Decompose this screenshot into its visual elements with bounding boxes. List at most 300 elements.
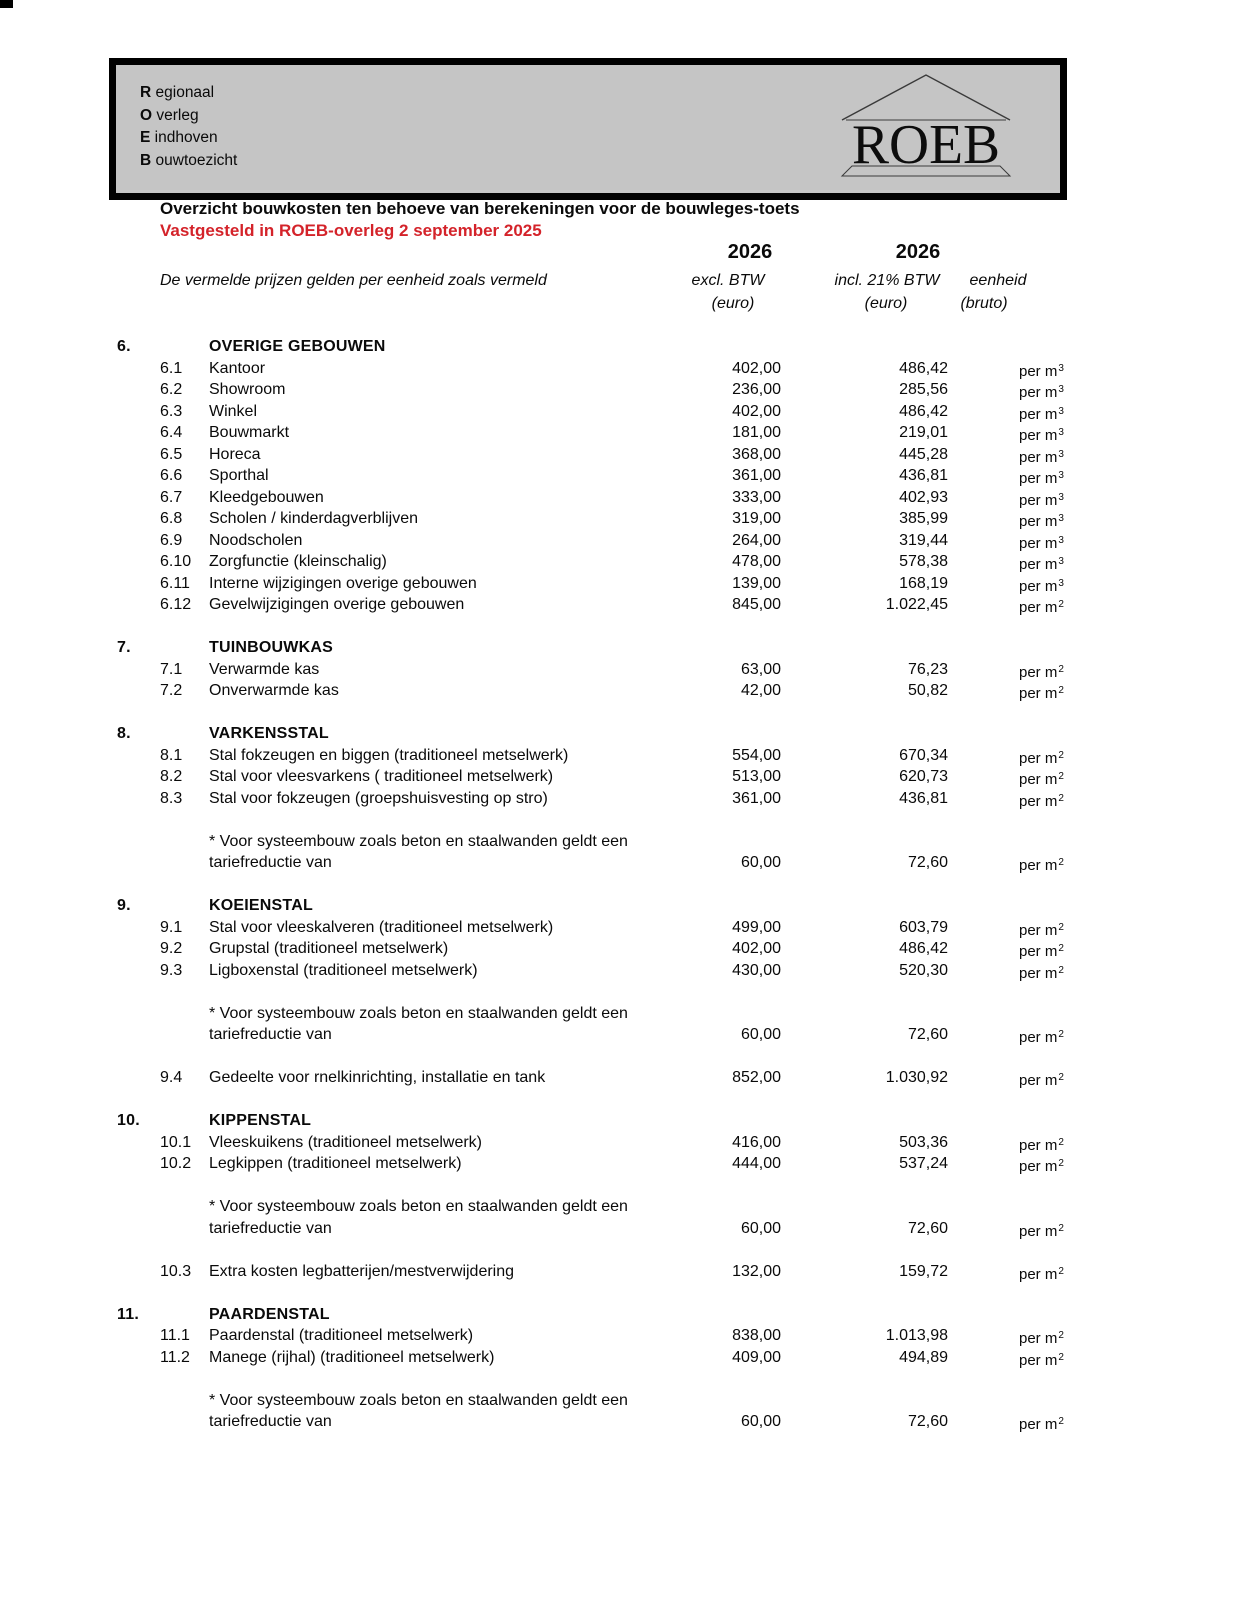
unit-superscript: 3	[1058, 427, 1064, 438]
row-code: 10.2	[160, 1155, 192, 1172]
spacer-row	[117, 1368, 1077, 1390]
unit-cell: per $m^2$	[1019, 943, 1064, 960]
spacer-row	[117, 809, 1077, 831]
row-code: 10.3	[160, 1262, 192, 1280]
section-number: 7.	[117, 639, 131, 656]
row-code: 7.1	[160, 660, 183, 678]
empty-cell	[117, 530, 160, 552]
empty-cell	[781, 1196, 948, 1218]
price-excl-btw: 499,00	[732, 918, 781, 936]
unit-cell: per $m^2$	[1019, 749, 1064, 767]
empty-cell	[948, 1110, 1077, 1132]
table-row	[117, 788, 1077, 810]
row-code: 6.4	[160, 424, 183, 441]
row-label: Interne wijzigingen overige gebouwen	[209, 574, 477, 592]
empty-cell	[948, 637, 1077, 659]
spacer-row	[117, 1282, 1077, 1304]
price-excl-btw: 478,00	[732, 553, 781, 570]
price-incl-btw: 537,24	[899, 1155, 948, 1172]
unit-cell: per $m^3$	[1019, 405, 1064, 423]
price-incl-btw: 486,42	[899, 940, 948, 957]
table-row	[117, 379, 1077, 401]
note-row	[117, 1196, 1077, 1218]
price-incl-btw: 603,79	[899, 918, 948, 936]
unit-superscript: 2	[1058, 599, 1064, 610]
empty-cell	[117, 745, 160, 767]
price-excl-btw: 513,00	[732, 768, 781, 785]
table-row	[117, 594, 1077, 616]
row-label: Ligboxenstal (traditioneel metselwerk)	[209, 961, 478, 979]
price-incl-btw: 520,30	[899, 961, 948, 979]
unit-cell: per $m^3$	[1019, 491, 1064, 509]
note-line-1: * Voor systeembouw zoals beton en staalwanden geldt een	[209, 832, 628, 850]
price-incl-btw: 503,36	[899, 1133, 948, 1151]
row-label: Onverwarmde kas	[209, 682, 339, 699]
unit-superscript: 2	[1058, 1222, 1064, 1234]
empty-cell	[781, 637, 948, 659]
table-row	[117, 766, 1077, 788]
table-row	[117, 1325, 1077, 1347]
price-excl-btw: 402,00	[732, 359, 781, 377]
price-excl-btw: 368,00	[732, 445, 781, 463]
empty-cell	[781, 336, 948, 358]
note-row	[117, 1390, 1077, 1412]
col-header-incl-btw: incl. 21% BTW	[834, 272, 940, 289]
price-excl-btw: 264,00	[732, 531, 781, 549]
price-excl-btw: 63,00	[740, 660, 781, 678]
unit-superscript: 2	[1058, 964, 1064, 976]
empty-cell	[117, 938, 160, 960]
empty-cell	[117, 551, 160, 573]
table-row	[117, 680, 1077, 702]
unit-superscript: 2	[1058, 857, 1064, 868]
spacer-row	[117, 874, 1077, 896]
empty-cell	[117, 401, 160, 423]
row-code: 6.5	[160, 445, 183, 463]
section-title: OVERIGE GEBOUWEN	[209, 338, 386, 355]
empty-cell	[117, 594, 160, 616]
row-label: Grupstal (traditioneel metselwerk)	[209, 940, 449, 957]
roeb-logo-icon	[836, 70, 1016, 182]
empty-cell	[117, 766, 160, 788]
price-incl-btw: 1.013,98	[885, 1327, 948, 1344]
col-header-eenheid: eenheid	[969, 272, 1027, 289]
empty-cell	[117, 1153, 160, 1175]
row-label: Manege (rijhal) (traditioneel metselwerk)	[209, 1348, 495, 1366]
section-header-row	[117, 723, 1077, 745]
price-excl-btw: 60,00	[740, 1219, 781, 1237]
empty-cell	[117, 1024, 160, 1046]
price-incl-btw: 72,60	[907, 1413, 948, 1430]
price-excl-btw: 402,00	[732, 940, 781, 957]
empty-cell	[117, 1196, 160, 1218]
row-code: 10.1	[160, 1133, 192, 1151]
price-incl-btw: 72,60	[907, 1026, 948, 1043]
document-subtitle: Vastgesteld in ROEB-overleg 2 september 2025	[160, 221, 542, 240]
empty-cell	[117, 1067, 160, 1089]
section-title: TUINBOUWKAS	[209, 639, 333, 656]
unit-superscript: 2	[1058, 1265, 1064, 1277]
empty-cell	[117, 1132, 160, 1154]
row-label: Kleedgebouwen	[209, 488, 324, 506]
spacer-row	[117, 702, 1077, 724]
price-excl-btw: 409,00	[732, 1348, 781, 1366]
empty-cell	[117, 1261, 160, 1283]
empty-cell	[160, 1304, 209, 1326]
unit-superscript: 3	[1058, 362, 1064, 374]
empty-cell	[117, 1325, 160, 1347]
empty-cell	[160, 336, 209, 358]
price-incl-btw: 168,19	[899, 574, 948, 592]
price-incl-btw: 445,28	[899, 445, 948, 463]
price-excl-btw: 333,00	[732, 488, 781, 506]
empty-cell	[781, 723, 948, 745]
row-label: Vleeskuikens (traditioneel metselwerk)	[209, 1133, 482, 1151]
section-number: 9.	[117, 897, 131, 914]
unit-cell: per $m^2$	[1019, 1416, 1064, 1433]
unit-superscript: 2	[1058, 792, 1064, 804]
row-code: 9.3	[160, 961, 183, 979]
row-label: Zorgfunctie (kleinschalig)	[209, 553, 387, 570]
row-label: Paardenstal (traditioneel metselwerk)	[209, 1327, 474, 1344]
unit-superscript: 3	[1058, 556, 1064, 567]
row-code: 11.1	[160, 1327, 190, 1344]
col-header-euro-incl: (euro)	[864, 295, 908, 312]
empty-cell	[781, 1110, 948, 1132]
empty-cell	[117, 1003, 160, 1025]
empty-cell	[117, 508, 160, 530]
cost-table	[117, 336, 1077, 1433]
row-code: 6.10	[160, 553, 192, 570]
price-excl-btw: 236,00	[732, 381, 781, 398]
table-row	[117, 1067, 1077, 1089]
section-header-row	[117, 1304, 1077, 1326]
unit-superscript: 2	[1058, 1351, 1064, 1363]
document-title: Overzicht bouwkosten ten behoeve van berekeningen voor de bouwleges-toets	[160, 199, 800, 218]
price-excl-btw: 845,00	[732, 596, 781, 613]
table-row	[117, 465, 1077, 487]
unit-superscript: 2	[1058, 1158, 1064, 1169]
spacer-row	[117, 1089, 1077, 1111]
unit-cell: per $m^2$	[1019, 1072, 1064, 1089]
empty-cell	[117, 1347, 160, 1369]
unit-superscript: 3	[1058, 513, 1064, 524]
price-incl-btw: 494,89	[899, 1348, 948, 1366]
section-number: 11.	[117, 1305, 139, 1323]
col-header-year-incl: 2026	[895, 241, 941, 263]
table-row	[117, 530, 1077, 552]
price-excl-btw: 402,00	[732, 402, 781, 420]
unit-superscript: 2	[1058, 1029, 1064, 1040]
unit-superscript: 2	[1058, 749, 1064, 761]
empty-cell	[781, 1003, 948, 1025]
empty-cell	[160, 1411, 209, 1433]
row-code: 6.8	[160, 510, 183, 527]
empty-cell	[661, 723, 781, 745]
acronym-line: B ouwtoezicht	[140, 151, 238, 169]
note-line-2: tariefreductie van	[209, 1026, 332, 1043]
row-code: 6.3	[160, 402, 183, 420]
empty-cell	[117, 1411, 160, 1433]
table-row	[117, 1347, 1077, 1369]
row-code: 8.3	[160, 789, 183, 807]
row-label: Stal fokzeugen en biggen (traditioneel metselwerk)	[209, 746, 569, 764]
section-number: 8.	[117, 725, 131, 742]
price-incl-btw: 50,82	[907, 682, 948, 699]
unit-superscript: 2	[1058, 943, 1064, 954]
section-title: VARKENSSTAL	[209, 725, 329, 742]
row-code: 11.2	[160, 1348, 190, 1366]
row-label: Bouwmarkt	[209, 424, 290, 441]
empty-cell	[160, 1024, 209, 1046]
price-excl-btw: 60,00	[740, 854, 781, 871]
table-row	[117, 422, 1077, 444]
acronym-line: R egionaal	[140, 84, 215, 101]
unit-cell: per $m^2$	[1019, 1029, 1064, 1046]
price-incl-btw: 385,99	[899, 510, 948, 527]
empty-cell	[117, 573, 160, 595]
empty-cell	[160, 1390, 209, 1412]
row-code: 9.1	[160, 918, 183, 936]
price-excl-btw: 60,00	[740, 1413, 781, 1430]
row-label: Stal voor vleesvarkens ( traditioneel metselwerk)	[209, 768, 554, 785]
table-row	[117, 508, 1077, 530]
col-header-euro-excl: (euro)	[711, 295, 755, 312]
empty-cell	[661, 831, 781, 853]
row-label: Gedeelte voor rnelkinrichting, installatie en tank	[209, 1069, 546, 1086]
note-line-1: * Voor systeembouw zoals beton en staalwanden geldt een	[209, 1391, 628, 1409]
empty-cell	[160, 895, 209, 917]
unit-cell: per $m^2$	[1019, 921, 1064, 939]
unit-superscript: 3	[1058, 577, 1064, 589]
empty-cell	[661, 1003, 781, 1025]
empty-cell	[117, 444, 160, 466]
empty-cell	[948, 1390, 1077, 1412]
price-excl-btw: 838,00	[732, 1327, 781, 1344]
row-code: 6.7	[160, 488, 183, 506]
intro-note: De vermelde prijzen gelden per eenheid zoals vermeld	[160, 272, 547, 289]
empty-cell	[117, 379, 160, 401]
empty-cell	[160, 637, 209, 659]
price-incl-btw: 76,23	[907, 660, 948, 678]
row-label: Showroom	[209, 381, 286, 398]
table-row	[117, 358, 1077, 380]
table-row	[117, 745, 1077, 767]
empty-cell	[948, 831, 1077, 853]
empty-cell	[661, 1390, 781, 1412]
price-excl-btw: 361,00	[732, 789, 781, 807]
table-row	[117, 1261, 1077, 1283]
row-code: 9.4	[160, 1069, 183, 1086]
price-excl-btw: 444,00	[732, 1155, 781, 1172]
price-incl-btw: 402,93	[899, 488, 948, 506]
price-incl-btw: 578,38	[899, 553, 948, 570]
price-excl-btw: 139,00	[732, 574, 781, 592]
section-header-row	[117, 1110, 1077, 1132]
price-excl-btw: 132,00	[732, 1262, 781, 1280]
empty-cell	[117, 960, 160, 982]
row-label: Legkippen (traditioneel metselwerk)	[209, 1155, 462, 1172]
section-header-row	[117, 637, 1077, 659]
empty-cell	[661, 637, 781, 659]
row-label: Verwarmde kas	[209, 660, 320, 678]
col-header-bruto: (bruto)	[960, 295, 1008, 312]
row-label: Winkel	[209, 402, 258, 420]
empty-cell	[160, 831, 209, 853]
price-excl-btw: 430,00	[732, 961, 781, 979]
price-incl-btw: 72,60	[907, 854, 948, 871]
note-row	[117, 852, 1077, 874]
empty-cell	[948, 1304, 1077, 1326]
spacer-row	[117, 1175, 1077, 1197]
empty-cell	[948, 336, 1077, 358]
price-incl-btw: 1.030,92	[885, 1069, 948, 1086]
empty-cell	[160, 1218, 209, 1240]
row-code: 7.2	[160, 682, 183, 699]
table-row	[117, 573, 1077, 595]
unit-cell: per $m^2$	[1019, 685, 1064, 702]
empty-cell	[117, 831, 160, 853]
note-row	[117, 1218, 1077, 1240]
row-label: Kantoor	[209, 359, 266, 377]
empty-cell	[160, 1110, 209, 1132]
note-line-2: tariefreductie van	[209, 1413, 332, 1430]
note-row	[117, 1003, 1077, 1025]
empty-cell	[117, 788, 160, 810]
empty-cell	[160, 1003, 209, 1025]
section-title: KOEIENSTAL	[209, 897, 313, 914]
table-row	[117, 487, 1077, 509]
empty-cell	[117, 422, 160, 444]
empty-cell	[117, 487, 160, 509]
row-label: Scholen / kinderdagverblijven	[209, 510, 419, 527]
unit-superscript: 2	[1058, 1330, 1064, 1341]
table-row	[117, 551, 1077, 573]
unit-cell: per $m^2$	[1019, 857, 1064, 874]
empty-cell	[781, 831, 948, 853]
note-row	[117, 1411, 1077, 1433]
row-code: 8.1	[160, 746, 183, 764]
unit-cell: per $m^3$	[1019, 384, 1064, 401]
section-title: KIPPENSTAL	[209, 1112, 312, 1129]
note-line-2: tariefreductie van	[209, 854, 332, 871]
row-code: 6.11	[160, 574, 190, 592]
note-line-1: * Voor systeembouw zoals beton en staalwanden geldt een	[209, 1004, 628, 1022]
price-incl-btw: 670,34	[899, 746, 948, 764]
price-excl-btw: 554,00	[732, 746, 781, 764]
acronym-line: E indhoven	[140, 129, 218, 146]
price-incl-btw: 486,42	[899, 402, 948, 420]
price-excl-btw: 852,00	[732, 1069, 781, 1086]
price-incl-btw: 620,73	[899, 768, 948, 785]
spacer-row	[117, 1239, 1077, 1261]
row-label: Noodscholen	[209, 531, 303, 549]
unit-cell: per $m^2$	[1019, 964, 1064, 982]
price-incl-btw: 486,42	[899, 359, 948, 377]
unit-cell: per $m^3$	[1019, 556, 1064, 573]
row-code: 6.12	[160, 596, 192, 613]
spacer-row	[117, 981, 1077, 1003]
section-number: 10.	[117, 1112, 140, 1129]
empty-cell	[781, 895, 948, 917]
empty-cell	[117, 680, 160, 702]
unit-superscript: 2	[1058, 685, 1064, 696]
unit-cell: per $m^3$	[1019, 534, 1064, 552]
price-incl-btw: 285,56	[899, 381, 948, 398]
price-excl-btw: 60,00	[740, 1026, 781, 1043]
note-line-2: tariefreductie van	[209, 1219, 332, 1237]
unit-cell: per $m^3$	[1019, 362, 1064, 380]
price-excl-btw: 416,00	[732, 1133, 781, 1151]
spacer-row	[117, 1046, 1077, 1068]
logo-text: ROEB	[852, 114, 1000, 176]
unit-cell: per $m^3$	[1019, 427, 1064, 444]
empty-cell	[117, 1218, 160, 1240]
price-incl-btw: 72,60	[907, 1219, 948, 1237]
unit-superscript: 2	[1058, 1416, 1064, 1427]
empty-cell	[948, 1003, 1077, 1025]
unit-superscript: 3	[1058, 448, 1064, 460]
section-number: 6.	[117, 338, 131, 355]
unit-cell: per $m^3$	[1019, 448, 1064, 466]
row-code: 8.2	[160, 768, 183, 785]
unit-cell: per $m^2$	[1019, 1222, 1064, 1240]
unit-superscript: 2	[1058, 663, 1064, 675]
unit-cell: per $m^2$	[1019, 1265, 1064, 1283]
note-row	[117, 831, 1077, 853]
unit-superscript: 2	[1058, 1136, 1064, 1148]
empty-cell	[117, 917, 160, 939]
row-code: 9.2	[160, 940, 183, 957]
table-row	[117, 401, 1077, 423]
section-title: PAARDENSTAL	[209, 1305, 330, 1323]
unit-cell: per $m^2$	[1019, 1136, 1064, 1154]
table-row	[117, 960, 1077, 982]
unit-superscript: 3	[1058, 384, 1064, 395]
empty-cell	[160, 723, 209, 745]
table-row	[117, 1132, 1077, 1154]
empty-cell	[117, 465, 160, 487]
empty-cell	[117, 358, 160, 380]
unit-superscript: 2	[1058, 771, 1064, 782]
note-row	[117, 1024, 1077, 1046]
price-incl-btw: 436,81	[899, 467, 948, 484]
unit-superscript: 3	[1058, 534, 1064, 546]
unit-cell: per $m^3$	[1019, 513, 1064, 530]
unit-superscript: 3	[1058, 470, 1064, 481]
scan-corner-artifact	[0, 0, 13, 8]
row-label: Extra kosten legbatterijen/mestverwijdering	[209, 1262, 515, 1280]
price-excl-btw: 319,00	[732, 510, 781, 527]
price-incl-btw: 219,01	[899, 424, 948, 441]
empty-cell	[661, 1304, 781, 1326]
empty-cell	[948, 723, 1077, 745]
unit-cell: per $m^2$	[1019, 792, 1064, 810]
unit-superscript: 3	[1058, 491, 1064, 503]
note-line-1: * Voor systeembouw zoals beton en staalwanden geldt een	[209, 1198, 628, 1215]
roeb-acronym	[140, 82, 237, 172]
price-incl-btw: 319,44	[899, 531, 948, 549]
empty-cell	[661, 895, 781, 917]
unit-cell: per $m^3$	[1019, 470, 1064, 487]
empty-cell	[117, 852, 160, 874]
col-header-year-excl: 2026	[727, 241, 773, 263]
row-label: Gevelwijzigingen overige gebouwen	[209, 596, 465, 613]
row-code: 6.6	[160, 467, 183, 484]
row-label: Sporthal	[209, 467, 269, 484]
row-code: 6.9	[160, 531, 183, 549]
price-excl-btw: 181,00	[732, 424, 781, 441]
